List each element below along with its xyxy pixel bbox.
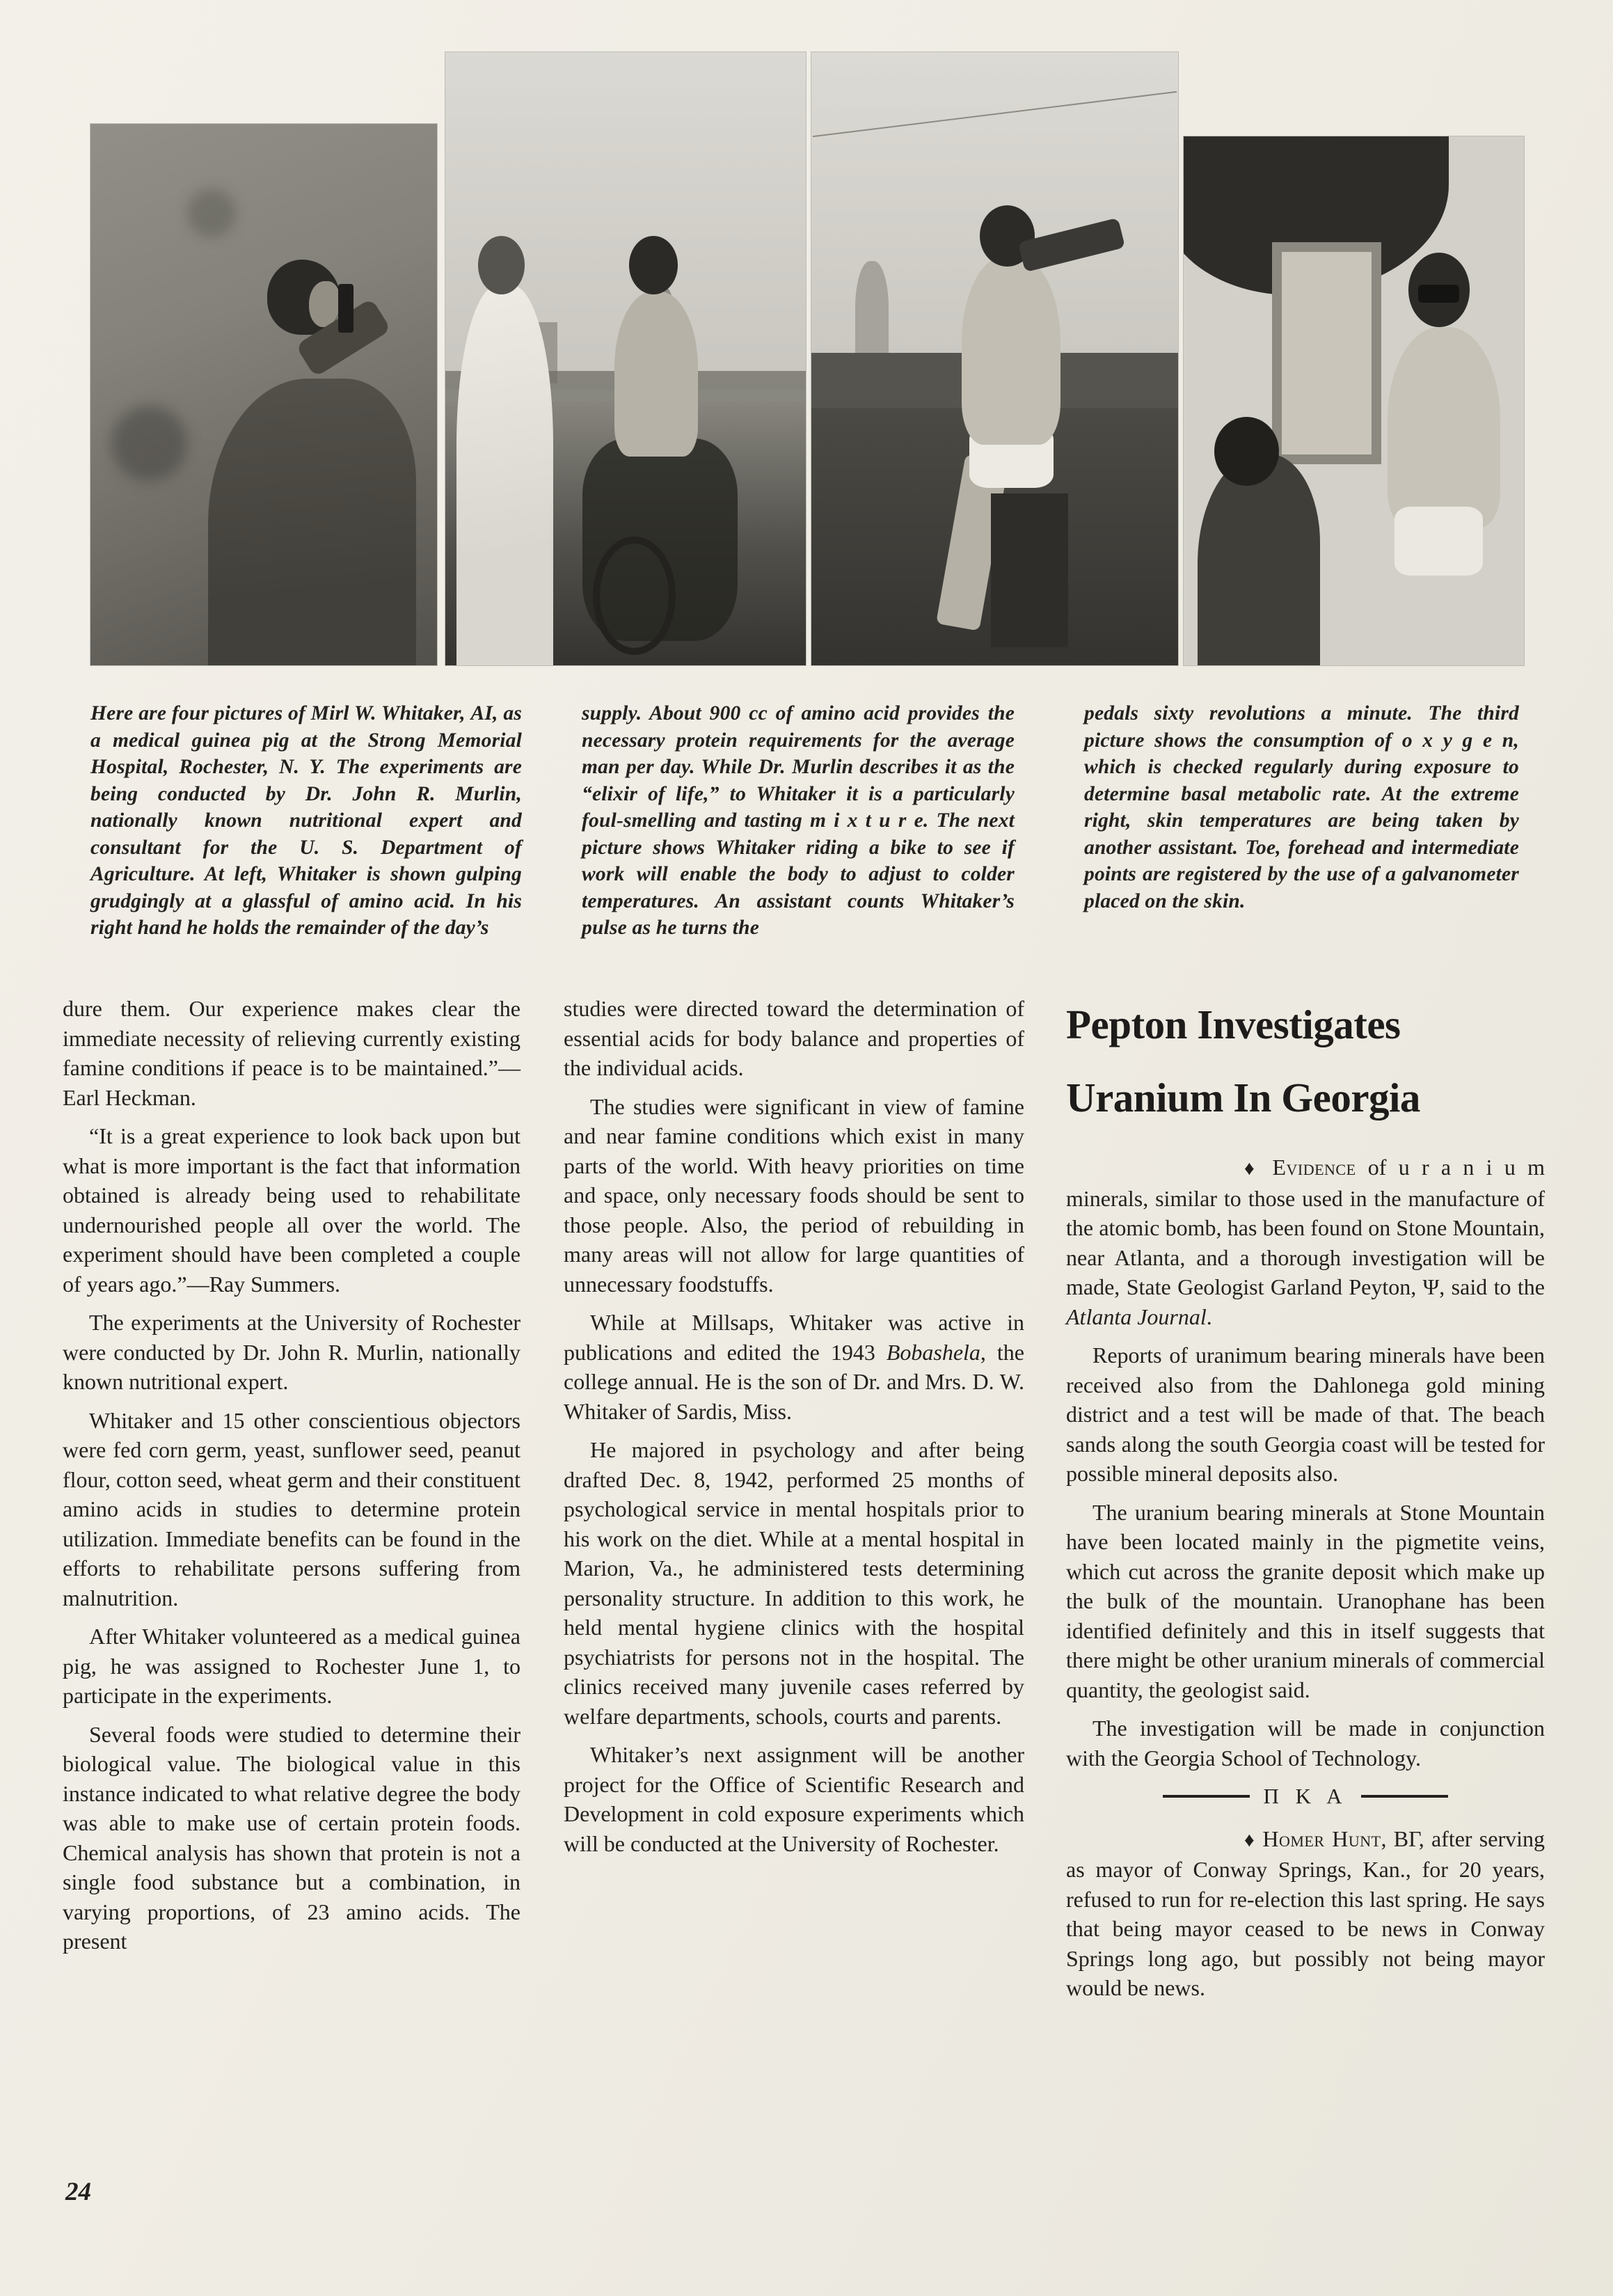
paragraph: “It is a great experience to look back upon but what is more important is the fact that information obtained is already being used to rehabilitate undernourished people all over the world. The experiment should have been completed a couple of years ago.”—Ray Summers. [63, 1123, 521, 1297]
figure-shorts [1395, 507, 1483, 576]
figure-torso [962, 255, 1060, 445]
divider-rule-right [1361, 1795, 1448, 1798]
paragraph: He majored in psychology and after being drafted Dec. 8, 1942, performed 25 months of psychological service in mental hospitals prior to his work on the diet. While at a mental hospital in Marion, Va., he administered tests determining personality structure. In addition to this work, he held mental hygiene clinics with the hospital psychiatrists for persons not in the hospital. The clinics received many juvenile cases referred by welfare departments, schools, courts and parents. [564, 1437, 1024, 1729]
article-column-right [1066, 988, 1545, 2012]
photo-caption-1: Here are four pictures of Mirl W. Whitaker, ΑΙ, as a medical guinea pig at the Strong Memorial Hospital, Rochester, N. Y. The experiments are being conducted by Dr. John R. Murlin, nationally known nutritional expert and consultant for the U. S. Department of Agriculture. At left, Whitaker is shown gulping grudgingly at a glassful of amino acid. In his right hand he holds the remainder of the day’s [90, 702, 522, 939]
article-column-middle [564, 994, 1024, 1867]
paragraph: The uranium bearing minerals at Stone Mountain have been located mainly in the pigmetite veins, which cut across the granite deposit which make up the bulk of the mountain. Uranophane has been identified definitely and this in itself suggests that there might be other uranium minerals of commercial quantity, the geologist said. [1066, 1499, 1545, 1702]
pika-section-divider [1066, 1782, 1545, 1812]
photo-caption-3: pedals sixty revolutions a minute. The third picture shows the consumption of o x y g e n, which is checked regularly during exposure to determine basal metabolic rate. At the extreme right, skin temperatures are being taken by another assistant. Toe, forehead and intermediate points are registered by the use of a galvanometer placed on the skin. [1084, 702, 1519, 912]
paragraph: After Whitaker volunteered as a medical guinea pig, he was assigned to Rochester June 1, to participate in the experiments. [63, 1624, 521, 1708]
assistant-white-coat [456, 285, 554, 665]
paragraph: The investigation will be made in conjunction with the Georgia School of Technology. [1066, 1716, 1545, 1771]
equipment-frame [1272, 242, 1381, 464]
photo-whitaker-drinking-amino-acid [90, 124, 437, 665]
figure-silhouette [208, 379, 416, 665]
homer-hunt-item [1066, 1824, 1545, 2003]
figure-torso [614, 292, 697, 457]
paragraph: The experiments at the University of Rochester were conducted by Dr. John R. Murlin, nationally known nutritional expert. [63, 1310, 521, 1394]
figure-torso [1388, 327, 1500, 528]
tower-silhouette [855, 261, 888, 365]
assistant-head [1214, 417, 1279, 486]
photo-whitaker-riding-bike [445, 52, 806, 665]
paragraph: ♦ Homer Hunt, ΒΓ, after serving as mayor of Conway Springs, Kan., for 20 years, refused to run for re-election this last spring. He says that being mayor ceased to be news in Conway Springs long ago, but possibly not being mayor would be news. [1066, 1826, 1546, 2000]
article-column-left [63, 994, 521, 1965]
headline-line-1: Pepton Investigates [1066, 1001, 1401, 1047]
paragraph: studies were directed toward the determination of essential acids for body balance and properties of the individual acids. [564, 996, 1024, 1080]
uranium-article-body [1066, 1153, 1545, 1773]
photo-caption-2: supply. About 900 cc of amino acid provides the necessary protein requirements for the average man per day. While Dr. Murlin describes it as the “elixir of life,” to Whitaker it is a particularly foul-smelling and tasting m i x t u r e. The next picture shows Whitaker riding a bike to see if work will enable the body to adjust to colder temperatures. An assistant counts Whitaker’s pulse as he turns the [582, 702, 1015, 939]
photo-oxygen-consumption-test [811, 52, 1178, 665]
paragraph: dure them. Our experience makes clear the immediate necessity of relieving currently existing famine conditions if peace is to be maintained.”—Earl Heckman. [63, 996, 521, 1110]
paragraph: Whitaker’s next assignment will be another project for the Office of Scientific Research and Development in cold exposure experiments which will be conducted at the University of Rochester. [564, 1742, 1024, 1856]
paragraph: Reports of uranimum bearing minerals have been received also from the Dahlonega gold mining district and a test will be made of that. The beach sands along the south Georgia coast will be tested for possible mineral deposits also. [1066, 1343, 1545, 1486]
paragraph: While at Millsaps, Whitaker was active in publications and edited the 1943 Bobashela, the college annual. He is the son of Dr. and Mrs. D. W. Whitaker of Sardis, Miss. [564, 1310, 1024, 1424]
wall-stain [187, 189, 236, 237]
assistant-head [478, 236, 525, 294]
bike-wheel [593, 537, 675, 655]
photo-skin-temperature-reading [1184, 136, 1524, 665]
paragraph: Several foods were studied to determine their biological value. The biological value in this instance indicated to what relative degree the body was able to make use of certain protein foods. Chemical analysis has shown that protein is not a single food substance but a combination, in varying proportions, of 23 amino acids. The present [63, 1721, 521, 1954]
wall-stain [111, 406, 188, 482]
article-headline [1066, 988, 1545, 1134]
page-number: 24 [65, 2178, 91, 2206]
figure-head [629, 236, 678, 294]
divider-label: Π Κ Α [1263, 1784, 1348, 1808]
sunglasses [1418, 285, 1459, 303]
divider-rule-left [1163, 1795, 1250, 1798]
paragraph: The studies were significant in view of famine and near famine conditions which exist in many parts of the world. With heavy priorities on time and space, only necessary foods should be sent to those people. Also, the period of rebuilding in many areas will not allow for large quantities of unnecessary foodstuffs. [564, 1093, 1024, 1297]
bottle [338, 284, 353, 333]
paragraph: ♦ Evidence of u r a n i u m minerals, similar to those used in the manufacture of the atomic bomb, has been found on Stone Mountain, near Atlanta, and a thorough investigation will be made, State Geologist Garland Peyton, Ψ, said to the Atlanta Journal. [1066, 1155, 1545, 1329]
paragraph: Whitaker and 15 other conscientious objectors were fed corn germ, yeast, sunflower seed, peanut flour, cotton seed, wheat germ and their constituent amino acids in studies to determine protein utilization. Immediate benefits can be found in the efforts to rehabilitate persons suffering from malnutrition. [63, 1407, 521, 1610]
stool [991, 493, 1068, 647]
headline-line-2: Uranium In Georgia [1066, 1075, 1420, 1121]
assistant-silhouette [1198, 454, 1320, 665]
